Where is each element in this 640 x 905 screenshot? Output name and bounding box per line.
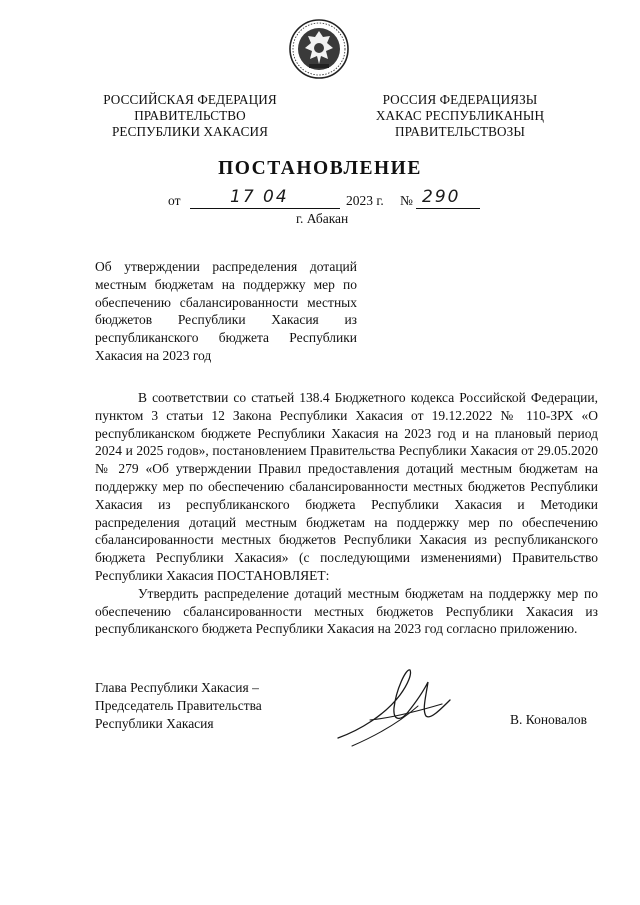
position-line: Республики Хакасия [95, 715, 214, 731]
header-left-line: РЕСПУБЛИКИ ХАКАСИЯ [112, 124, 268, 139]
number-underline [416, 208, 480, 209]
from-label: от [168, 193, 181, 208]
header-left-line: ПРАВИТЕЛЬСТВО [134, 108, 246, 123]
number-label: № [400, 193, 413, 208]
signatory-name: В. Коновалов [510, 712, 587, 727]
header-left-line: РОССИЙСКАЯ ФЕДЕРАЦИЯ [103, 92, 277, 107]
header-right [354, 92, 566, 140]
body-paragraph: Утвердить распределение дотаций местным бюджетам на поддержку мер по обеспечению сбалансированности местных бюджетов Республики Хакасия из республиканского бюджета Республики Хакасия на 2023 год согласно приложению. [95, 585, 598, 637]
city-label: г. Абакан [296, 211, 349, 226]
header-right-line: ХАКАС РЕСПУБЛИКАНЫҢ [375, 108, 545, 123]
coat-of-arms-emblem [288, 18, 350, 80]
document-body [95, 389, 598, 638]
handwritten-date: 17 04 [230, 187, 289, 207]
position-line: Глава Республики Хакасия – [95, 680, 259, 695]
header-right-line: РОССИЯ ФЕДЕРАЦИЯЗЫ [382, 92, 538, 107]
document-title: ПОСТАНОВЛЕНИЕ [218, 158, 422, 179]
header-left [80, 92, 300, 140]
document-subject: Об утверждении распределения дотаций местным бюджетам на поддержку мер по обеспечению сбалансированности местных бюджетов Республики Хакасия из республиканского бюджета Республики Хакасия на 2023 год [95, 259, 357, 363]
date-number-line [160, 187, 490, 212]
signatory-position [95, 679, 262, 732]
year-label: 2023 г. [346, 193, 384, 208]
handwritten-number: 290 [422, 187, 461, 207]
position-line: Председатель Правительства [95, 697, 262, 713]
date-underline [190, 208, 340, 209]
body-paragraph: В соответствии со статьей 138.4 Бюджетного кодекса Российской Федерации, пунктом 3 статьи 12 Закона Республики Хакасия от 19.12.2022 № 110-ЗРХ «О республиканском бюджете Республики Хакасия на 2023 год и на плановый период 2024 и 2025 годов», постановлением Правительства Республики Хакасия от 29.05.2020 № 279 «Об утверждении Правил предоставления дотаций местным бюджетам на поддержку мер по обеспечению сбалансированности местных бюджетов Республики Хакасия из республиканского бюджета Республики Хакасия и Методики распределения дотаций местным бюджетам на поддержку мер по обеспечению сбалансированности местных бюджетов Республики Хакасия из республиканского бюджета Республики Хакасия» (с последующими изменениями) Правительство Республики Хакасия ПОСТАНОВЛЯЕТ: [95, 390, 598, 583]
handwritten-signature [330, 660, 460, 750]
header-right-line: ПРАВИТЕЛЬСТВОЗЫ [395, 124, 525, 139]
